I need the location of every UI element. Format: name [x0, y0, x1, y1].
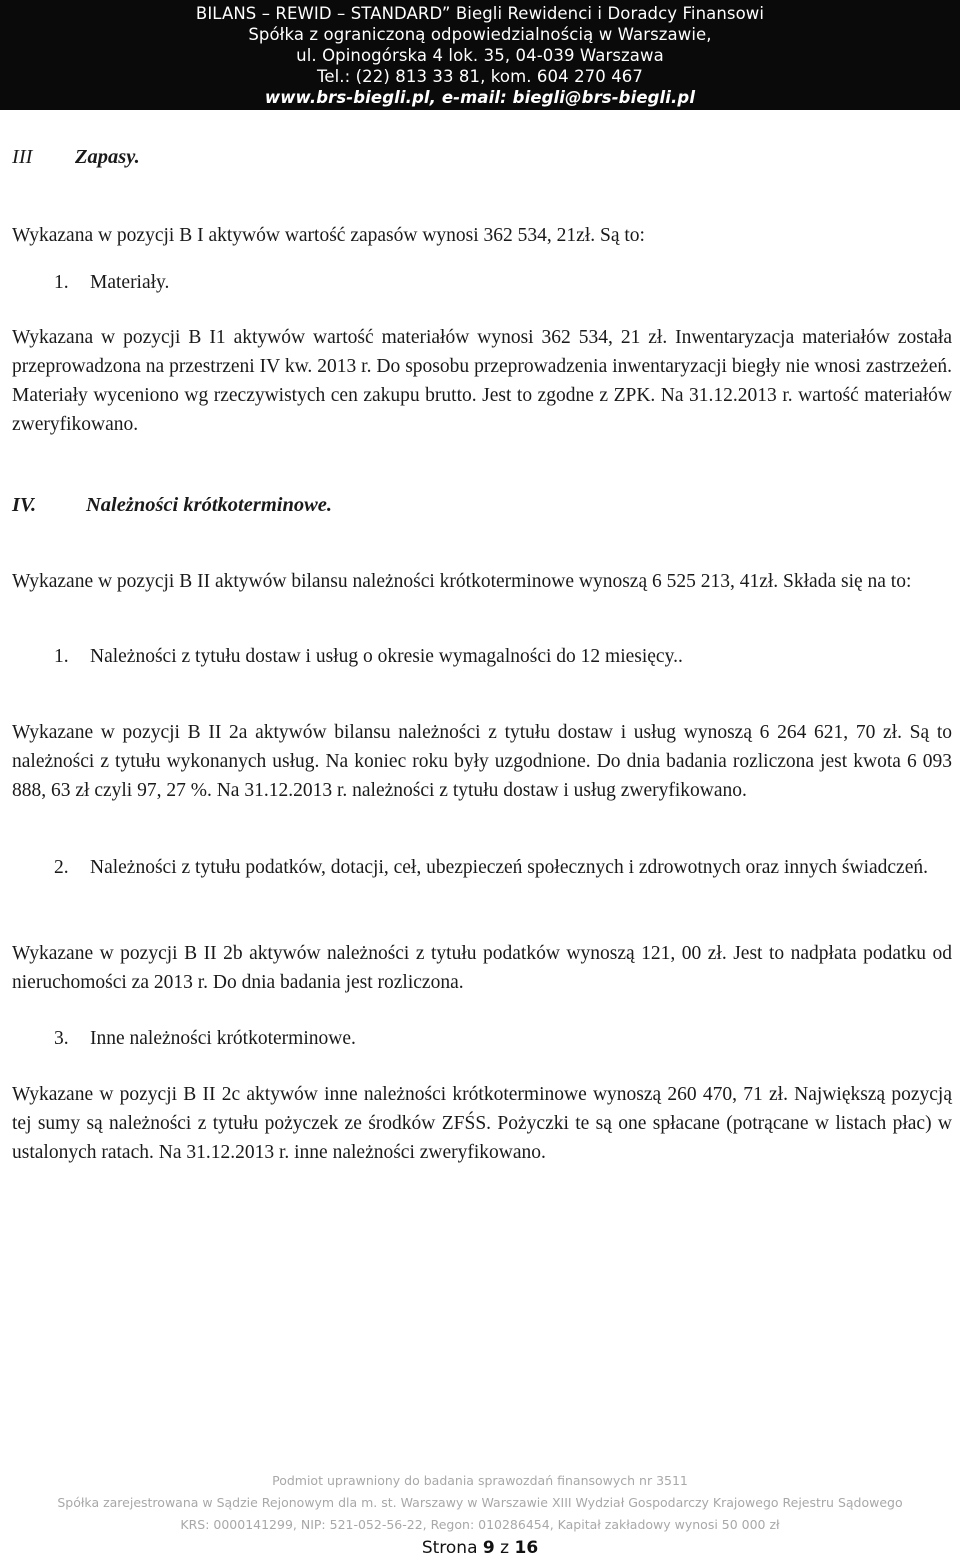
letterhead-phone: Tel.: (22) 813 33 81, kom. 604 270 467 — [316, 67, 644, 86]
page-label: Strona — [421, 1538, 478, 1558]
item-number: 1. — [54, 272, 69, 293]
item-number: 2. — [54, 857, 69, 878]
footer — [0, 1470, 960, 1536]
page-separator: z — [500, 1538, 510, 1558]
page-current: 9 — [482, 1538, 495, 1558]
letterhead-address: ul. Opinogórska 4 lok. 35, 04-039 Warszawa — [296, 46, 664, 65]
footer-line-authorization: Podmiot uprawniony do badania sprawozdań finansowych nr 3511 — [272, 1473, 688, 1488]
footer-line-krs: KRS: 0000141299, NIP: 521-052-56-22, Regon: 010286454, Kapitał zakładowy wynosi 50 000 zł — [180, 1517, 780, 1532]
letterhead — [0, 0, 960, 110]
item-title: Należności z tytułu podatków, dotacji, ceł, ubezpieczeń społecznych i zdrowotnych oraz innych świadczeń. — [90, 857, 928, 878]
letterhead-web-email: www.brs-biegli.pl, e-mail: biegli@brs-biegli.pl — [264, 88, 696, 107]
section-3-title: Zapasy. — [75, 146, 140, 168]
item-title: Materiały. — [90, 272, 170, 293]
letterhead-company-name: BILANS – REWID – STANDARD” Biegli Rewidenci i Doradcy Finansowi — [195, 4, 765, 23]
section-3-intro: Wykazana w pozycji B I aktywów wartość zapasów wynosi 362 534, 21zł. Są to: — [12, 225, 645, 246]
section-4-number: IV. — [12, 494, 37, 516]
page-number — [0, 1538, 960, 1558]
tax-receivables-paragraph: Wykazane w pozycji B II 2b aktywów należności z tytułu podatków wynoszą 121, 00 zł. Jest to nadpłata podatku od nieruchomości za 2013 r. Do dnia badania jest rozliczona. — [12, 943, 952, 993]
item-number: 3. — [54, 1028, 69, 1049]
other-receivables-paragraph: Wykazane w pozycji B II 2c aktywów inne należności krótkoterminowe wynoszą 260 470, 71 zł. Największą pozycją tej sumy są należności z tytułu pożyczek ze środków ZFŚS. Pożyczki te są one spłacane (potrącane w listach płac) w ustalonych ratach. Na 31.12.2013 r. inne należności zweryfikowano. — [12, 1084, 952, 1163]
footer-line-registration: Spółka zarejestrowana w Sądzie Rejonowym dla m. st. Warszawy w Warszawie XIII Wydział Gospodarczy Krajowego Rejestru Sądowego — [57, 1495, 903, 1510]
materials-paragraph: Wykazana w pozycji B I1 aktywów wartość materiałów wynosi 362 534, 21 zł. Inwentaryzacja materiałów została przeprowadzona na przestrzeni IV kw. 2013 r. Do sposobu przeprowadzenia inwentaryzacji biegły nie wnosi zastrzeżeń. Materiały wyceniono wg rzeczywistych cen zakupu brutto. Jest to zgodne z ZPK. Na 31.12.2013 r. wartość materiałów zweryfikowano. — [12, 327, 952, 435]
trade-receivables-paragraph: Wykazane w pozycji B II 2a aktywów bilansu należności z tytułu dostaw i usług wynoszą 6 264 621, 70 zł. Są to należności z tytułu wykonanych usług. Na koniec roku były uzgodnione. Do dnia badania rozliczona jest kwota 6 093 888, 63 zł czyli 97, 27 %. Na 31.12.2013 r. należności z tytułu dostaw i usług zweryfikowano. — [12, 722, 952, 801]
section-3-number: III — [12, 146, 33, 168]
page-total: 16 — [514, 1538, 539, 1558]
letterhead-company-form: Spółka z ograniczoną odpowiedzialnością w Warszawie, — [248, 25, 712, 44]
section-4-title: Należności krótkoterminowe. — [86, 494, 333, 516]
section-4-intro: Wykazane w pozycji B II aktywów bilansu należności krótkoterminowe wynoszą 6 525 213, 41zł. Składa się na to: — [12, 571, 912, 592]
item-number: 1. — [54, 646, 69, 667]
item-title: Inne należności krótkoterminowe. — [90, 1028, 356, 1049]
item-title: Należności z tytułu dostaw i usług o okresie wymagalności do 12 miesięcy.. — [90, 646, 683, 667]
